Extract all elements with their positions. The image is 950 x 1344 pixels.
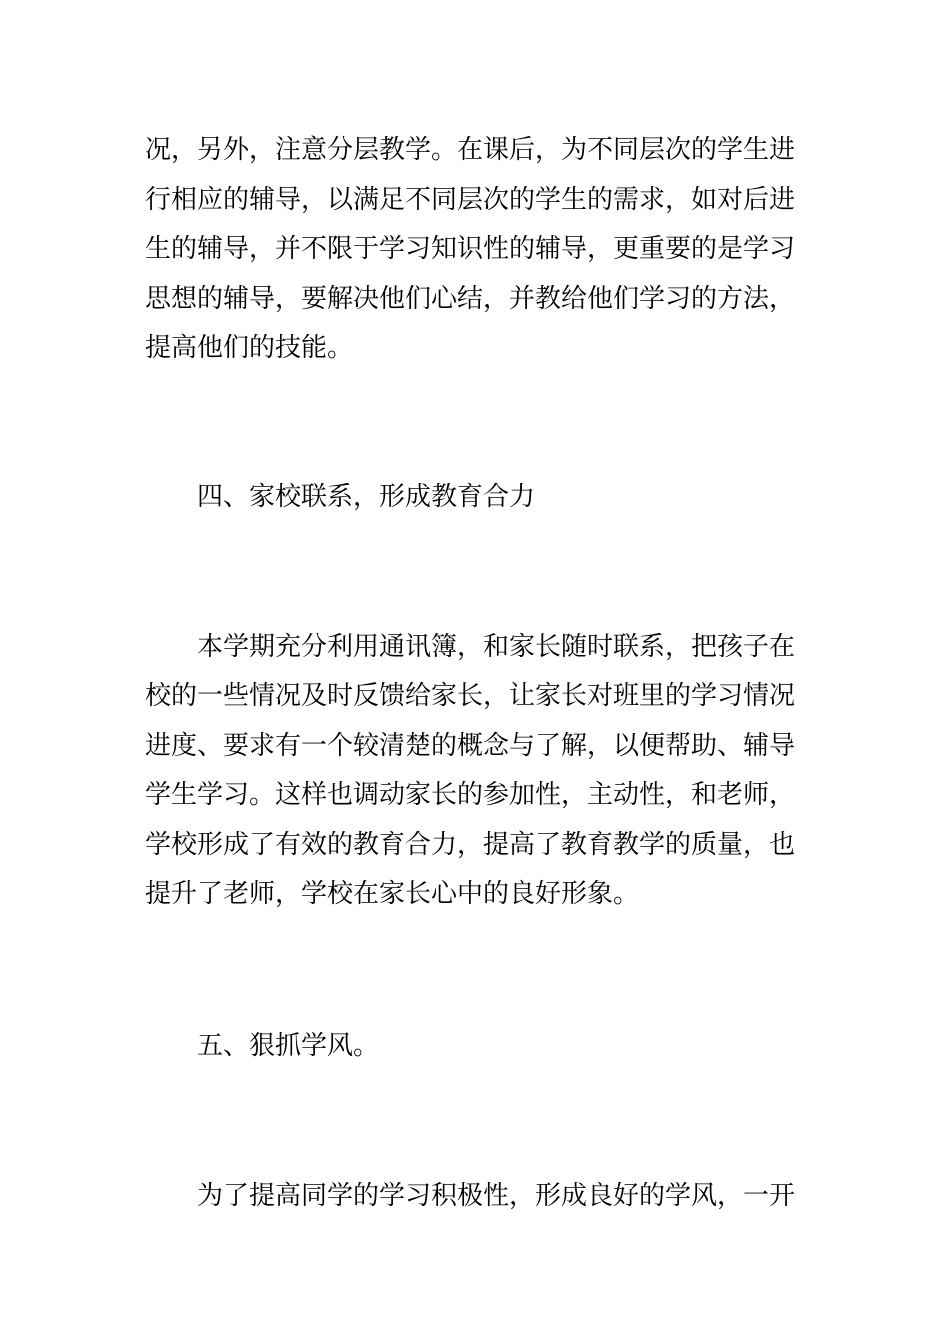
paragraph-line: 学生学习。这样也调动家长的参加性，主动性，和老师， <box>145 780 796 810</box>
paragraph-line: 校的一些情况及时反馈给家长，让家长对班里的学习情况 <box>145 681 796 711</box>
paragraph-line: 行相应的辅导，以满足不同层次的学生的需求，如对后进 <box>145 185 796 215</box>
section-heading: 五、狠抓学风。 <box>197 1031 380 1061</box>
section-heading: 四、家校联系，形成教育合力 <box>197 482 536 512</box>
paragraph-line: 思想的辅导，要解决他们心结，并教给他们学习的方法， <box>145 284 796 314</box>
paragraph-line: 进度、要求有一个较清楚的概念与了解，以便帮助、辅导 <box>145 731 796 761</box>
paragraph-line: 为了提高同学的学习积极性，形成良好的学风，一开 <box>197 1181 796 1211</box>
paragraph-line: 况，另外，注意分层教学。在课后，为不同层次的学生进 <box>145 135 796 165</box>
paragraph-line: 本学期充分利用通讯簿，和家长随时联系，把孩子在 <box>197 632 796 662</box>
paragraph-line: 学校形成了有效的教育合力，提高了教育教学的质量，也 <box>145 830 796 860</box>
paragraph-line: 提升了老师，学校在家长心中的良好形象。 <box>145 879 640 909</box>
paragraph-line: 生的辅导，并不限于学习知识性的辅导，更重要的是学习 <box>145 234 796 264</box>
paragraph-line: 提高他们的技能。 <box>145 333 354 363</box>
